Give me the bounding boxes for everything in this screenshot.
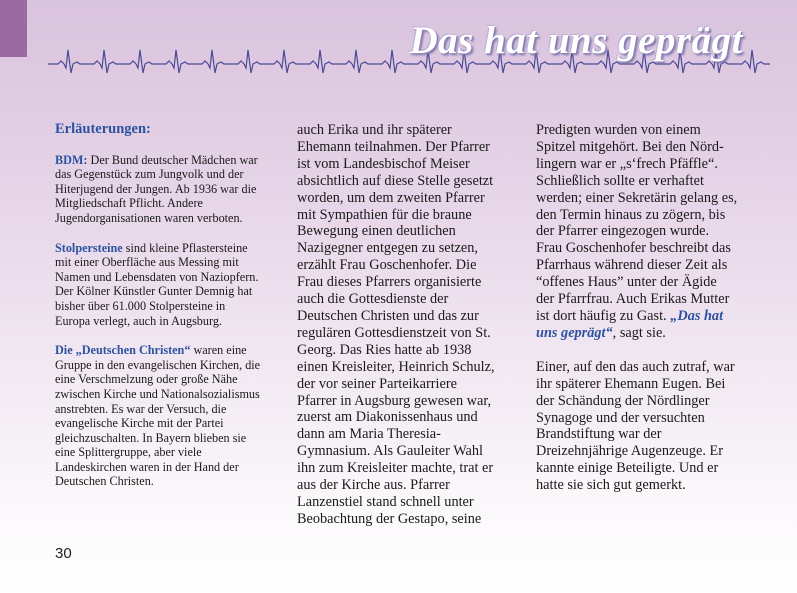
glossary-term: Stolpersteine [55,240,123,255]
body-paragraph: Predigten wurden von einem Spitzel mitgehört. Bei den Nörd- lingern war er „s‘frech Pfäffle“. Schließlich sollte er verhaftet werden; einer Sekretärin gelang es, den Termin hinaus zu zögern, bis der Pfarrer eingezogen wurde. Frau Goschenhofer beschreibt das Pfarrhaus während dieser Zeit als “offenes Haus” unter der Ägide der Pfarrfrau. Auch Erikas Mutter ist dort häufig zu Gast. „Das hat uns geprägt“, sagt sie. [536,122,738,341]
glossary-heading: Erläuterungen: [55,121,151,137]
glossary-entry-stolpersteine: Stolpersteine sind kleine Pflastersteine mit einer Oberfläche aus Messing mit Namen und Lebensdaten von Naziopfern. Der Kölner Künstler Gunter Demnig hat bisher über 61.000 Stolpersteine in Europa verlegt, auch in Augsburg. [55,240,259,328]
body-paragraph: Einer, auf den das auch zutraf, war ihr späterer Ehemann Eugen. Bei der Schändung der Nördlinger Synagoge und der versuchten Brandstiftung war der Dreizehnjährige Augenzeuge. Er kannte einige Beteiligte. Und er hatte sie sich gut gemerkt. [536,358,735,494]
glossary-sidebar [55,122,270,504]
highlighted-quote: uns geprägt“ [536,324,613,341]
header-title: Das hat uns geprägt [409,19,743,62]
highlighted-quote: „Das hat [670,307,724,324]
corner-tab [0,0,27,57]
glossary-entry-bdm: BDM: Der Bund deutscher Mädchen war das Gegenstück zum Jungvolk und der Hiterjugend der Jungen. Ab 1936 war die Mitgliedschaft Pflicht. Andere Jugendorganisationen waren verboten. [55,152,258,225]
glossary-entry-deutsche-christen: Die „Deutschen Christen“ waren eine Gruppe in den evangelischen Kirchen, die eine Verschmelzung oder große Nähe zwischen Kirche und Nationalsozialismus anstrebten. Es war der Versuch, die evangelische Kirche mit der Partei gleichzuschalten. In Bayern blieben sie eine Splittergruppe, aber viele Landeskirchen waren in der Hand der Deutschen Christen. [55,343,261,489]
body-paragraph: auch Erika und ihr späterer Ehemann teilnahmen. Der Pfarrer ist vom Landesbischof Meiser absichtlich auf diese Stelle gesetzt worden, um dem zweiten Pfarrer mit Sympathien für die braune Bewegung einen deutlichen Nazigegner entgegen zu setzen, erzählt Frau Goschenhofer. Die Frau dieses Pfarrers organisierte auch die Gottesdienste der Deutschen Christen und das zur regulären Gottesdienstzeit von St. Georg. Das Ries hatte ab 1938 einen Kreisleiter, Heinrich Schulz, der vor seiner Parteikarriere Pfarrer in Augsburg gewesen war, zuerst am Diakonissenhaus und dann am Maria Theresia- Gymnasium. Als Gauleiter Wahl ihn zum Kreisleiter machte, trat er aus der Kirche aus. Pfarrer Lanzenstiel stand schnell unter Beobachtung der Gestapo, seine [297,122,495,527]
body-column-3 [536,122,756,511]
body-column-2 [297,122,517,545]
glossary-term: Die „Deutschen Christen“ [55,343,191,358]
glossary-term: BDM: [55,152,88,167]
page-number: 30 [55,545,72,562]
